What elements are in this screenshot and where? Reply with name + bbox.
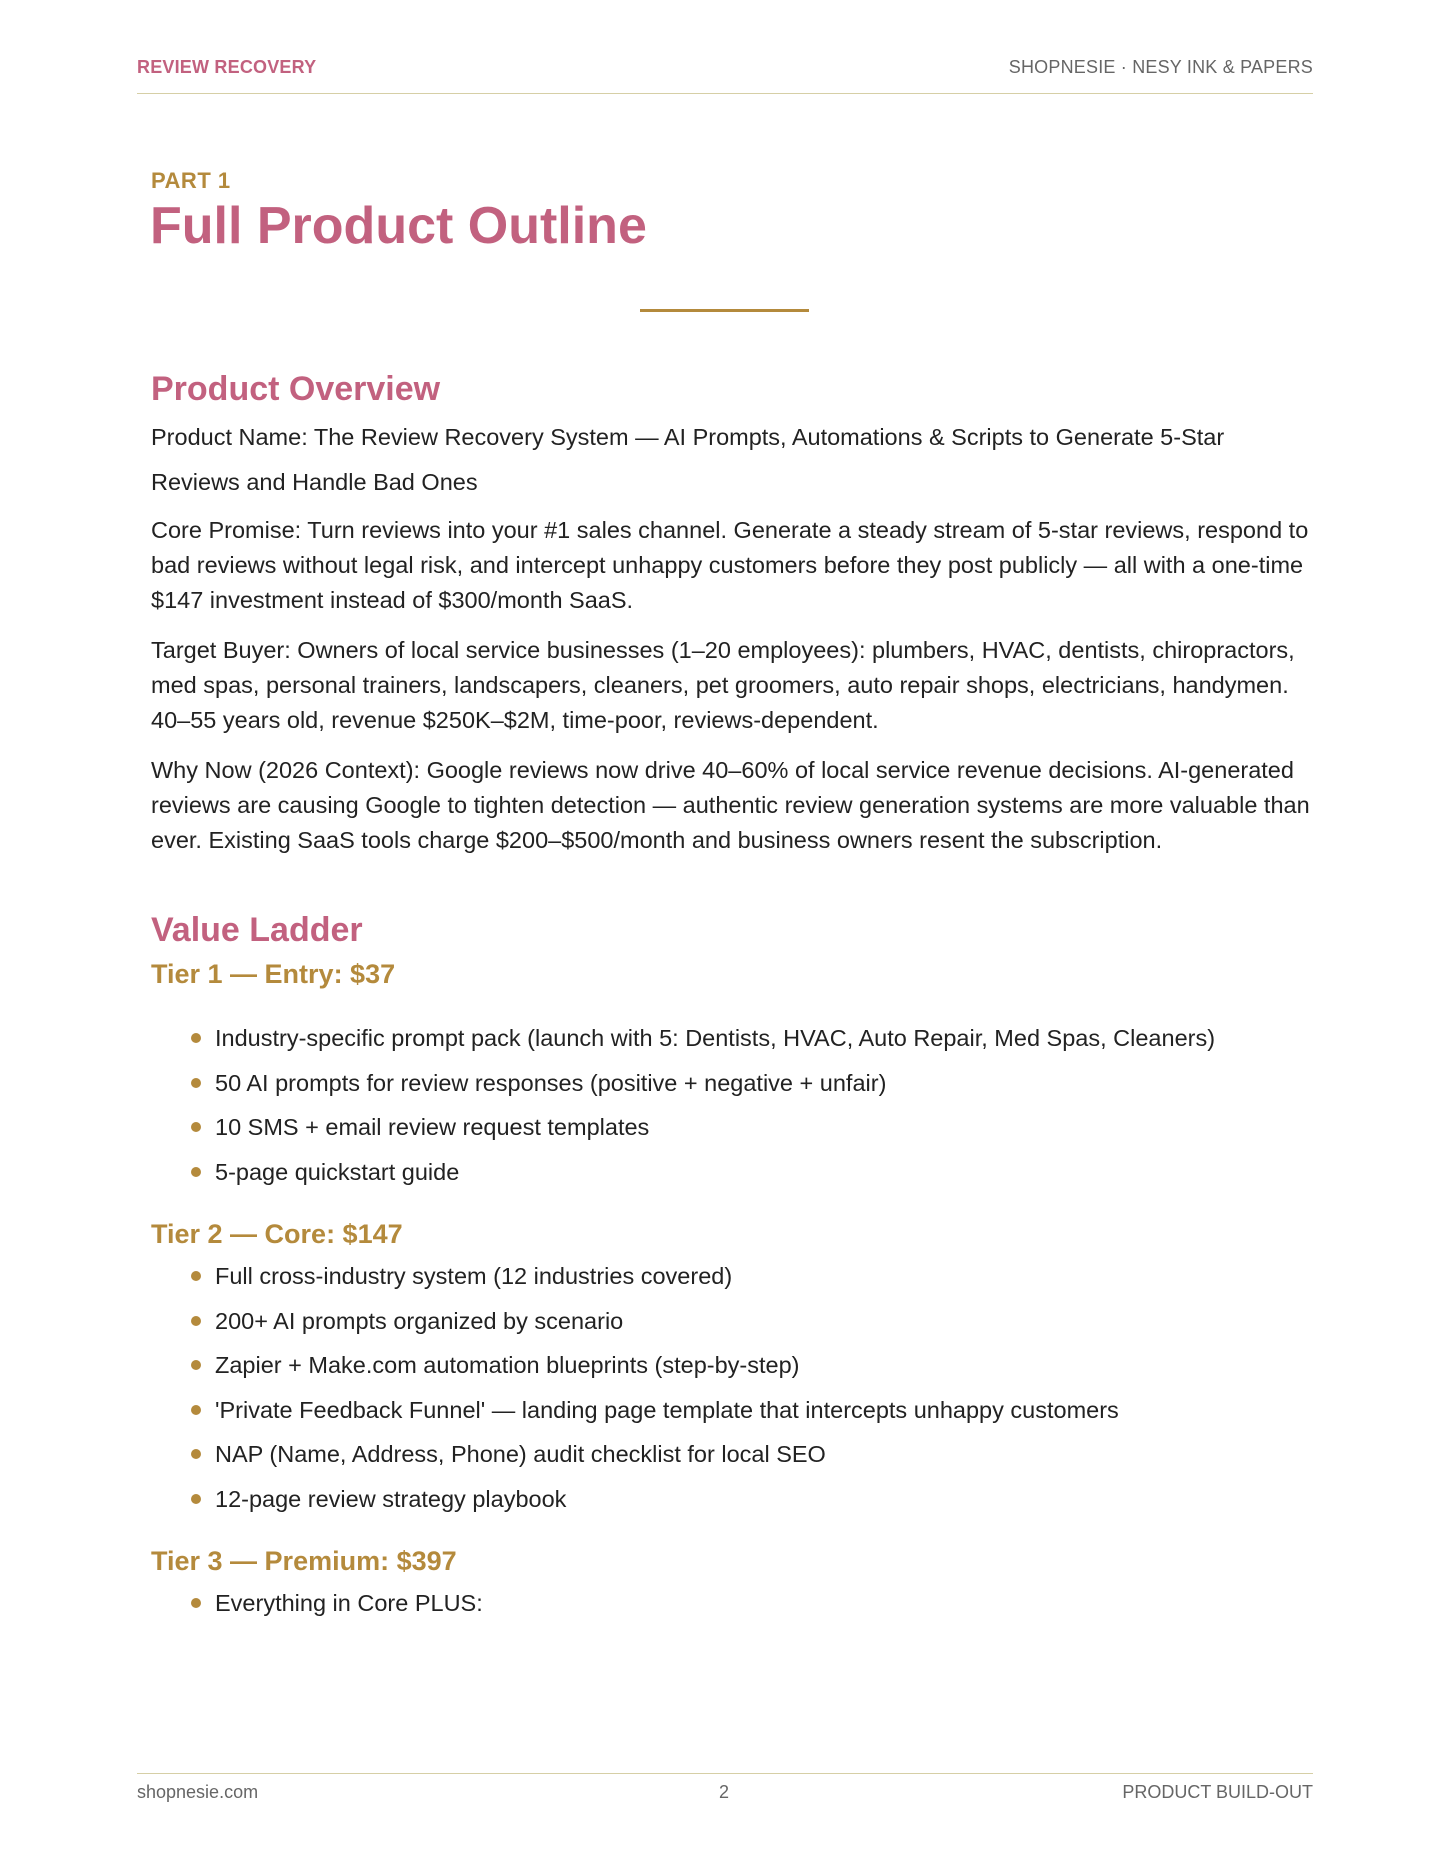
footer-divider xyxy=(137,1773,1313,1774)
list-item xyxy=(191,1388,1316,1433)
bullet-icon xyxy=(191,1405,201,1415)
list-item-text: 10 SMS + email review request templates xyxy=(215,1114,650,1140)
tier-heading: Tier 1 — Entry: $37 xyxy=(151,959,396,989)
list-item-text: 5-page quickstart guide xyxy=(215,1158,460,1185)
list-item-text: Zapier + Make.com automation blueprints (step-by-step) xyxy=(215,1352,800,1378)
list-item xyxy=(191,1254,1316,1299)
list-item xyxy=(191,1432,1316,1477)
list-item xyxy=(191,1581,1316,1626)
tier-items xyxy=(151,1016,1316,1194)
list-item xyxy=(191,1150,1316,1195)
page-title: Full Product Outline xyxy=(150,197,647,255)
list-item-text: 50 AI prompts for review responses (positive + negative + unfair) xyxy=(215,1069,887,1096)
header-doc-title: REVIEW RECOVERY xyxy=(137,56,317,77)
bullet-icon xyxy=(191,1316,201,1326)
header-divider xyxy=(137,93,1313,94)
tier-items xyxy=(151,1581,1316,1626)
list-item xyxy=(191,1016,1316,1061)
list-item-text: NAP (Name, Address, Phone) audit checklist for local SEO xyxy=(215,1441,826,1467)
section-heading-product-overview: Product Overview xyxy=(151,370,441,408)
tier-block xyxy=(151,1214,1316,1521)
tier-block xyxy=(151,954,1316,1194)
tier-heading: Tier 3 — Premium: $397 xyxy=(151,1546,457,1576)
list-item xyxy=(191,1299,1316,1344)
footer-website: shopnesie.com xyxy=(137,1782,259,1802)
header-brand: SHOPNESIE · NESY INK & PAPERS xyxy=(1008,56,1313,77)
list-item-text: Industry-specific prompt pack (launch with 5: Dentists, HVAC, Auto Repair, Med Spas, Cleaners) xyxy=(215,1025,1216,1051)
title-underline xyxy=(640,309,809,312)
section-heading-value-ladder: Value Ladder xyxy=(151,911,363,949)
page-number: 2 xyxy=(719,1782,730,1802)
tier-block xyxy=(151,1541,1316,1626)
list-item xyxy=(191,1343,1316,1388)
core-promise-paragraph: Core Promise: Turn reviews into your #1 sales channel. Generate a steady stream of 5-star reviews, respond to bad reviews without legal risk, and intercept unhappy customers before they post publicly — all with a one-time $147 investment instead of $300/month SaaS. xyxy=(151,517,1309,613)
running-footer xyxy=(137,1782,1313,1808)
bullet-icon xyxy=(191,1360,201,1370)
list-item-text: 'Private Feedback Funnel' — landing page template that intercepts unhappy customers xyxy=(215,1396,1119,1423)
bullet-icon xyxy=(191,1167,201,1177)
footer-section-label: PRODUCT BUILD-OUT xyxy=(1122,1782,1313,1802)
why-now-paragraph: Why Now (2026 Context): Google reviews now drive 40–60% of local service revenue decisions. AI-generated reviews are causing Google to tighten detection — authentic review generation systems are more valuable than ever. Existing SaaS tools charge $200–$500/month and business owners resent the subscription. xyxy=(151,757,1310,853)
tier-items xyxy=(151,1254,1316,1521)
bullet-icon xyxy=(191,1078,201,1088)
bullet-icon xyxy=(191,1033,201,1043)
target-buyer-paragraph: Target Buyer: Owners of local service businesses (1–20 employees): plumbers, HVAC, dentists, chiropractors, med spas, personal trainers, landscapers, cleaners, pet groomers, auto repair shops, electricians, handymen. 40–55 years old, revenue $250K–$2M, time-poor, reviews-dependent. xyxy=(151,637,1295,733)
page-content xyxy=(151,365,1316,1626)
list-item-text: 12-page review strategy playbook xyxy=(215,1485,567,1512)
list-item-text: Full cross-industry system (12 industries covered) xyxy=(215,1263,733,1289)
tier-heading: Tier 2 — Core: $147 xyxy=(151,1219,403,1249)
bullet-icon xyxy=(191,1122,201,1132)
bullet-icon xyxy=(191,1494,201,1504)
list-item xyxy=(191,1477,1316,1522)
list-item-text: Everything in Core PLUS: xyxy=(215,1590,483,1616)
product-name-paragraph: Product Name: The Review Recovery System — AI Prompts, Automations & Scripts to Generate 5-Star Reviews and Handle Bad Ones xyxy=(151,424,1225,495)
bullet-icon xyxy=(191,1271,201,1281)
list-item-text: 200+ AI prompts organized by scenario xyxy=(215,1307,624,1334)
product-overview-section xyxy=(151,365,1316,858)
running-header xyxy=(137,54,1313,80)
list-item xyxy=(191,1061,1316,1106)
list-item xyxy=(191,1105,1316,1150)
part-label: PART 1 xyxy=(151,168,231,193)
bullet-icon xyxy=(191,1449,201,1459)
bullet-icon xyxy=(191,1598,201,1608)
value-ladder-section xyxy=(151,906,1316,1626)
